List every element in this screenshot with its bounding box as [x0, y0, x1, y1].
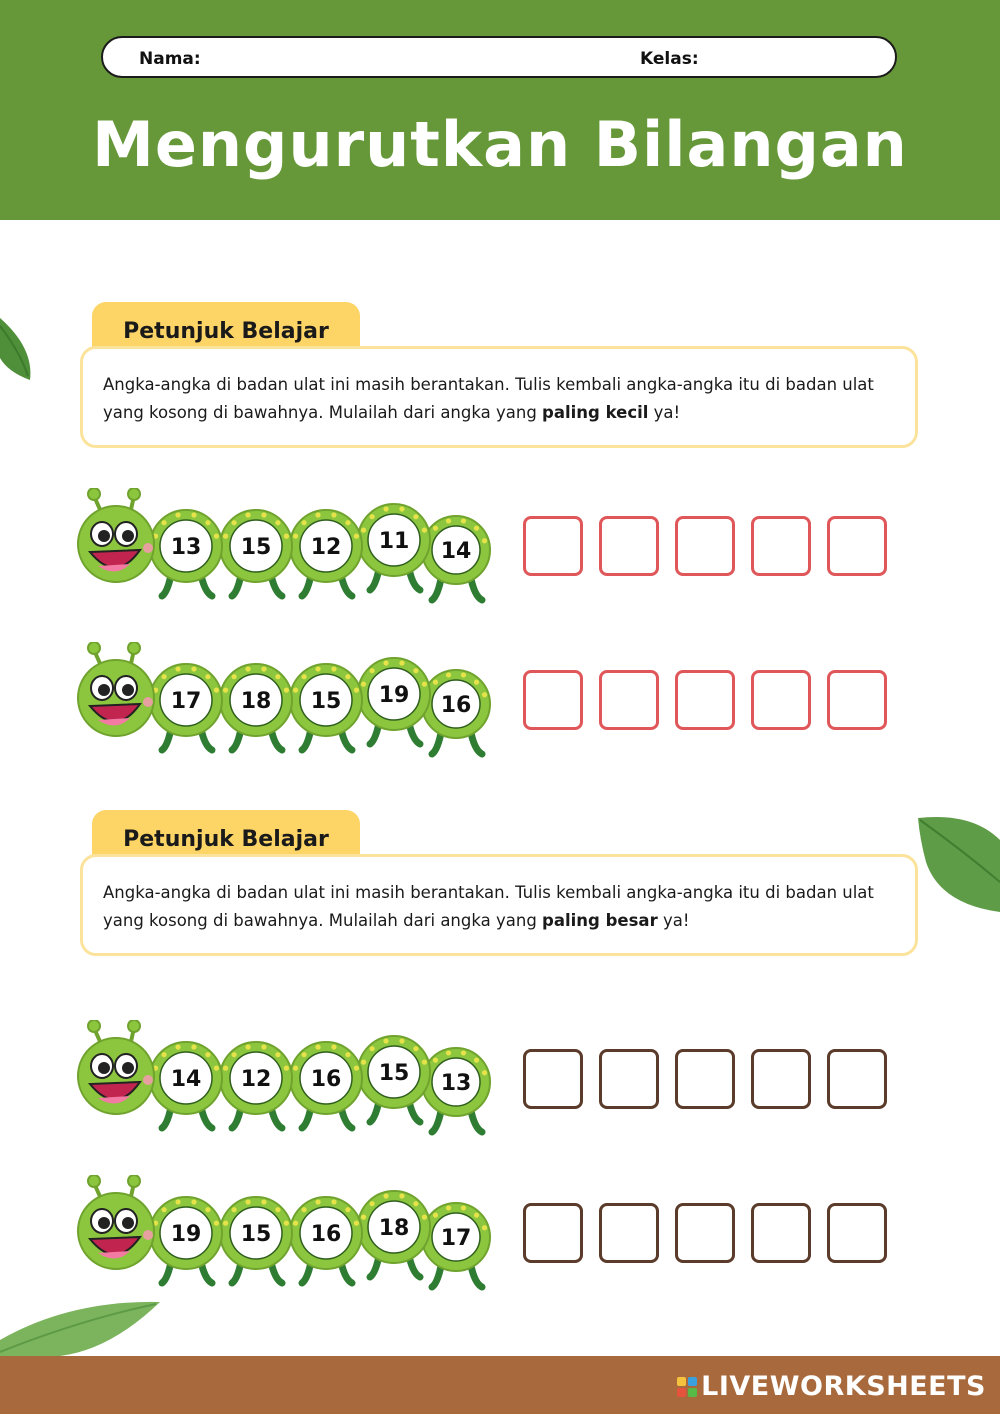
liveworksheets-mark-icon [677, 1377, 697, 1397]
page-title: Mengurutkan Bilangan [92, 108, 908, 181]
caterpillar-number: 17 [440, 1226, 472, 1251]
caterpillar-number: 17 [170, 689, 202, 714]
answer-box[interactable] [523, 1049, 583, 1109]
answer-box[interactable] [751, 1049, 811, 1109]
caterpillar-number: 13 [440, 1071, 472, 1096]
answer-box[interactable] [523, 1203, 583, 1263]
answer-box[interactable] [827, 1203, 887, 1263]
caterpillar-number: 15 [240, 535, 272, 560]
answer-box[interactable] [675, 1049, 735, 1109]
answer-box[interactable] [751, 670, 811, 730]
caterpillar-number: 15 [310, 689, 342, 714]
caterpillar-number: 13 [170, 535, 202, 560]
caterpillar-number: 19 [170, 1222, 202, 1247]
answer-box[interactable] [599, 1203, 659, 1263]
caterpillar-number: 18 [240, 689, 272, 714]
caterpillar-number: 18 [378, 1216, 410, 1241]
answer-box[interactable] [599, 1049, 659, 1109]
instruction-box-1 [80, 346, 918, 448]
answer-box[interactable] [827, 1049, 887, 1109]
caterpillar-number: 12 [310, 535, 342, 560]
leaf-left-top-icon [0, 318, 36, 384]
instruction-text-2: Angka-angka di badan ulat ini masih berantakan. Tulis kembali angka-angka itu di badan ulat yang kosong di bawahnya. Mulailah dari angka yang paling besar ya! [103, 883, 874, 930]
footer-bar [0, 1356, 1000, 1414]
answer-box[interactable] [599, 670, 659, 730]
caterpillar-number: 16 [310, 1067, 342, 1092]
caterpillar-2 [76, 642, 496, 758]
caterpillar-number: 14 [170, 1067, 202, 1092]
caterpillar-number: 16 [440, 693, 472, 718]
answer-box[interactable] [523, 670, 583, 730]
liveworksheets-logo [677, 1371, 986, 1402]
caterpillar-number: 19 [378, 683, 410, 708]
answer-box[interactable] [675, 516, 735, 576]
caterpillar-3 [76, 1020, 496, 1136]
answer-box[interactable] [523, 516, 583, 576]
caterpillar-4 [76, 1175, 496, 1291]
caterpillar-1 [76, 488, 496, 604]
leaf-right-middle-icon [918, 812, 1000, 916]
instruction-tab-2: Petunjuk Belajar [92, 810, 360, 868]
caterpillar-number: 16 [310, 1222, 342, 1247]
caterpillar-number: 15 [240, 1222, 272, 1247]
answer-row-2 [523, 670, 887, 730]
name-class-bar [101, 36, 897, 78]
answer-box[interactable] [751, 516, 811, 576]
answer-box[interactable] [675, 670, 735, 730]
caterpillar-number: 14 [440, 539, 472, 564]
instruction-box-2 [80, 854, 918, 956]
answer-box[interactable] [827, 670, 887, 730]
answer-box[interactable] [599, 516, 659, 576]
answer-row-4 [523, 1203, 887, 1263]
answer-row-1 [523, 516, 887, 576]
leaf-left-bottom-icon [0, 1300, 162, 1356]
answer-box[interactable] [675, 1203, 735, 1263]
instruction-text-1: Angka-angka di badan ulat ini masih berantakan. Tulis kembali angka-angka itu di badan ulat yang kosong di bawahnya. Mulailah dari angka yang paling kecil ya! [103, 375, 874, 422]
header-banner [0, 0, 1000, 220]
answer-row-3 [523, 1049, 887, 1109]
answer-box[interactable] [827, 516, 887, 576]
caterpillar-number: 15 [378, 1061, 410, 1086]
brand-text: LIVEWORKSHEETS [701, 1371, 986, 1402]
class-label: Kelas: [640, 49, 699, 69]
name-label: Nama: [139, 49, 201, 69]
instruction-tab-1: Petunjuk Belajar [92, 302, 360, 360]
caterpillar-number: 11 [378, 529, 410, 554]
caterpillar-number: 12 [240, 1067, 272, 1092]
answer-box[interactable] [751, 1203, 811, 1263]
